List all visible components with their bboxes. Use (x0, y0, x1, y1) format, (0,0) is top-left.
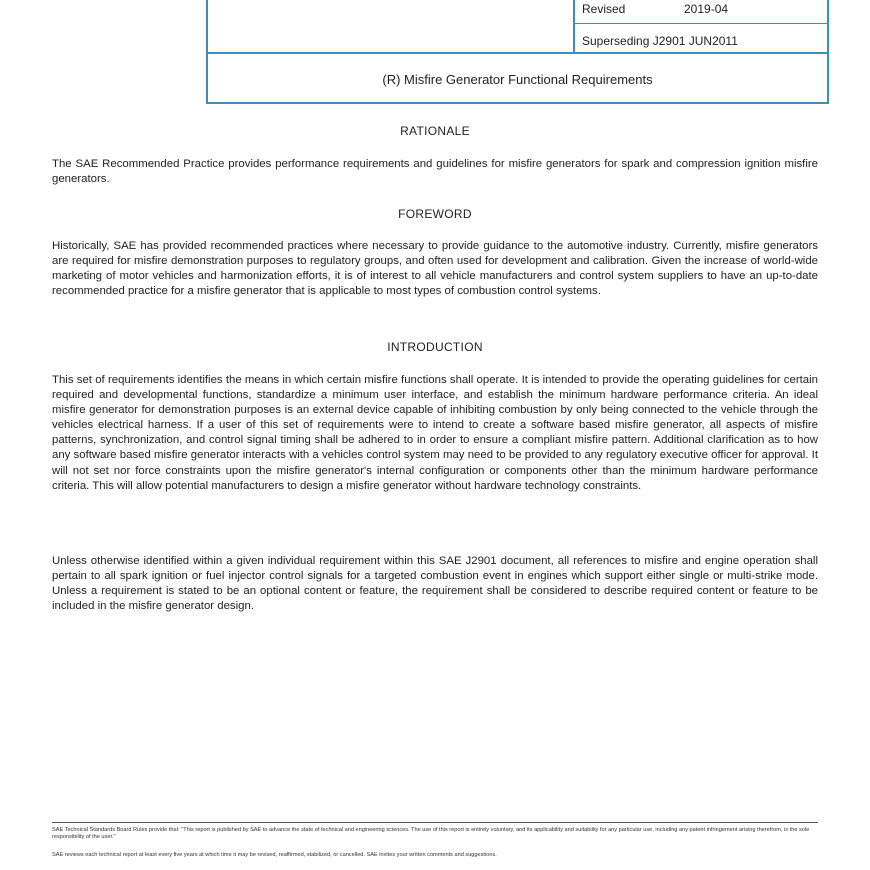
foreword-heading: FOREWORD (398, 207, 472, 221)
footer-notice-2: SAE reviews each technical report at least every five years at which time it may be revised, reaffirmed, stabilized, or cancelled. SAE invites your written comments and suggestions. (52, 852, 497, 858)
document-title: (R) Misfire Generator Functional Requirements (382, 72, 653, 87)
superseding-text: Superseding J2901 JUN2011 (582, 34, 738, 48)
rationale-heading: RATIONALE (400, 124, 470, 138)
rationale-paragraph: The SAE Recommended Practice provides performance requirements and guidelines for misfire generators for spark and compression ignition misfire generators. (52, 158, 818, 186)
header-divider-vertical (573, 0, 575, 52)
revised-value: 2019-04 (684, 2, 729, 16)
revised-label: Revised (582, 2, 626, 16)
foreword-paragraph: Historically, SAE has provided recommended practices where necessary to provide guidance to the automotive industry. Currently, misfire generators are required for misfire demonstration purposes to regulatory groups, and often used for development and calibration. Given the increase of world-wide marketing of motor vehicles and harmonization efforts, it is of interest to all vehicle manufacturers and control system suppliers to have an up-to-date recommended practice for a misfire generator that is applicable to most types of combustion control systems. (52, 240, 818, 298)
header-divider-horizontal (208, 52, 827, 54)
introduction-paragraph-1: This set of requirements identifies the means in which certain misfire functions shall operate. It is intended to provide the operating guidelines for certain required and developmental functions, standardize a minimum user interface, and establish the minimum hardware performance criteria. An ideal misfire generator for demonstration purposes is an external device capable of inhibiting combustion by only being connected to the vehicle through the vehicles electrical harness. If a user of this set of requirements were to intend to create a software based misfire generator, all aspects of misfire patterns, synchronization, and control signal timing shall be adhered to in order to ensure a compliant misfire pattern. Additional clarification as to how any software based misfire generator interacts with a vehicles control system may need to be provided to any regulatory executive officer for approval. It will not set nor force constraints upon the misfire generator's internal configuration or components other than the minimum hardware performance criteria. This will allow potential manufacturers to design a misfire generator without hardware technology constraints. (52, 374, 818, 492)
footer-rule (52, 822, 818, 823)
introduction-paragraph-2: Unless otherwise identified within a given individual requirement within this SAE J2901 document, all references to misfire and engine operation shall pertain to all spark ignition or fuel injector control signals for a targeted combustion event in engines which support either single or multi-strike mode. Unless a requirement is stated to be an optional content or feature, the requirement shall be considered to describe required content or feature to be included in the misfire generator design. (52, 555, 818, 613)
introduction-heading: INTRODUCTION (387, 340, 483, 354)
header-divider-inner (573, 23, 827, 24)
document-header-box (206, 0, 829, 104)
footer-notice-1: SAE Technical Standards Board Rules provide that: "This report is published by SAE to advance the state of technical and engineering sciences. The use of this report is entirely voluntary, and its applicability and suitability for any particular use, including any patent infringement arising therefrom, is the sole responsibility of the user." (52, 827, 810, 840)
